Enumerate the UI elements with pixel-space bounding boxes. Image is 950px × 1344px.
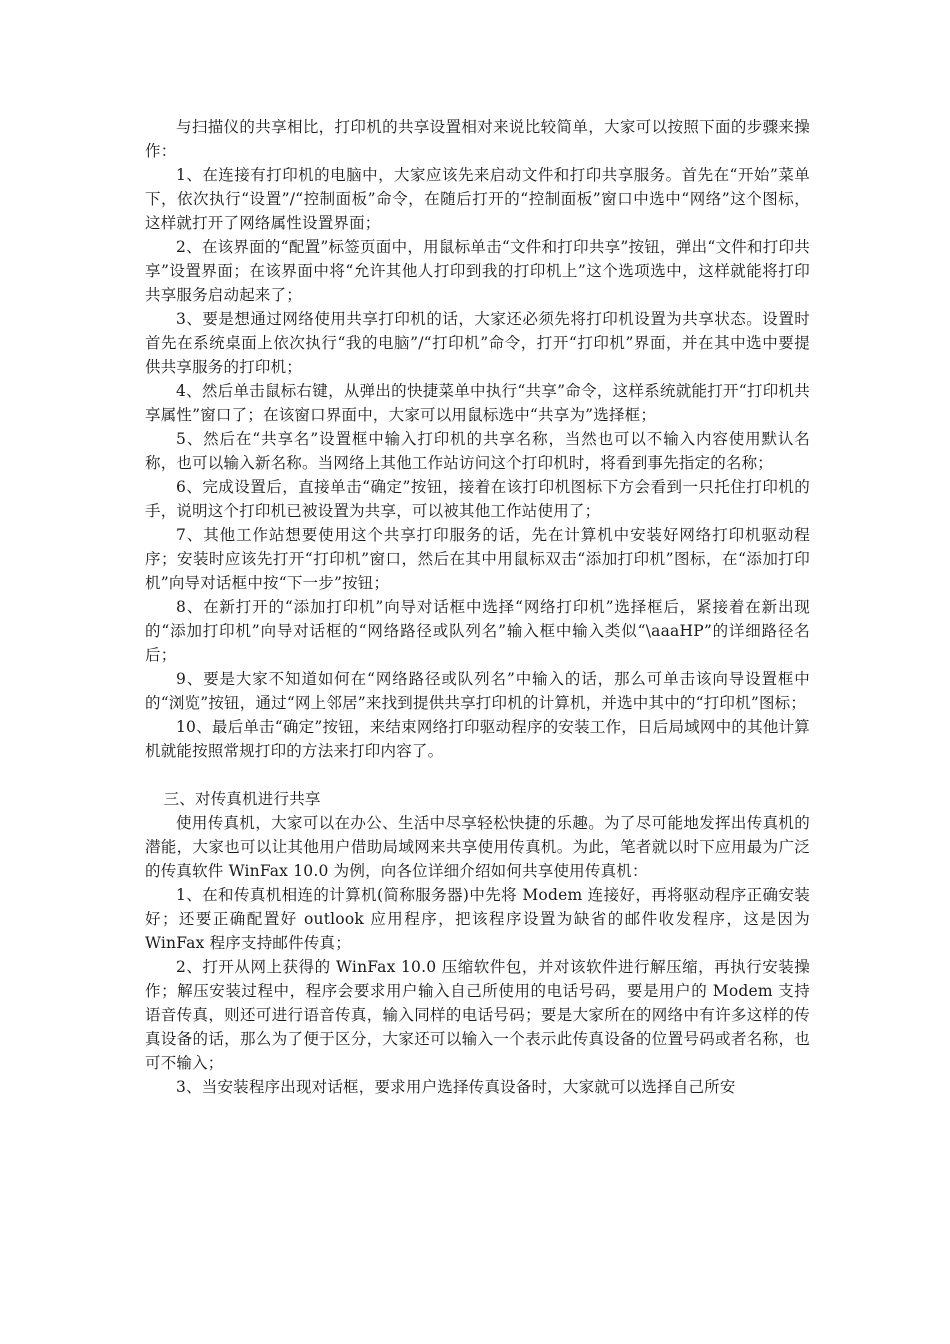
printer-step-1: 1、在连接有打印机的电脑中，大家应该先来启动文件和打印共享服务。首先在“开始”菜单下，依次执行“设置”/“控制面板”命令，在随后打开的“控制面板”窗口中选中“网络”这个图标，这样就打开了网络属性设置界面； [145, 166, 810, 232]
printer-step-7: 7、其他工作站想要使用这个共享打印服务的话，先在计算机中安装好网络打印机驱动程序；安装时应该先打开“打印机”窗口，然后在其中用鼠标双击“添加打印机”图标，在“添加打印机”向导对话框中按“下一步”按钮； [145, 526, 810, 592]
document-page [145, 115, 810, 1099]
printer-step-8: 8、在新打开的“添加打印机”向导对话框中选择“网络打印机”选择框后，紧接着在新出现的“添加打印机”向导对话框的“网络路径或队列名”输入框中输入类似“\aaaHP”的详细路径名后； [145, 598, 810, 664]
printer-step-3: 3、要是想通过网络使用共享打印机的话，大家还必须先将打印机设置为共享状态。设置时首先在系统桌面上依次执行“我的电脑”/“打印机”命令，打开“打印机”界面，并在其中选中要提供共享服务的打印机； [145, 310, 810, 376]
fax-step-2: 2、打开从网上获得的 WinFax 10.0 压缩软件包，并对该软件进行解压缩，再执行安装操作；解压安装过程中，程序会要求用户输入自己所使用的电话号码，要是用户的 Modem 支持语音传真，则还可进行语音传真，输入同样的电话号码；要是大家所在的网络中有许多这样的传真设备的话，那么为了便于区分，大家还可以输入一个表示此传真设备的位置号码或者名称，也可不输入； [145, 958, 810, 1072]
printer-step-4: 4、然后单击鼠标右键，从弹出的快捷菜单中执行“共享”命令，这样系统就能打开“打印机共享属性”窗口了；在该窗口界面中，大家可以用鼠标选中“共享为”选择框； [145, 382, 810, 424]
fax-intro-paragraph: 使用传真机，大家可以在办公、生活中尽享轻松快捷的乐趣。为了尽可能地发挥出传真机的潜能，大家也可以让其他用户借助局域网来共享使用传真机。为此，笔者就以时下应用最为广泛的传真软件 WinFax 10.0 为例，向各位详细介绍如何共享使用传真机： [145, 814, 810, 880]
section-spacer [145, 763, 810, 787]
printer-step-6: 6、完成设置后，直接单击“确定”按钮，接着在该打印机图标下方会看到一只托住打印机的手，说明这个打印机已被设置为共享，可以被其他工作站使用了； [145, 478, 810, 520]
printer-step-9: 9、要是大家不知道如何在“网络路径或队列名”中输入的话，那么可单击该向导设置框中的“浏览”按钮，通过“网上邻居”来找到提供共享打印机的计算机，并选中其中的“打印机”图标； [145, 670, 810, 712]
fax-step-3: 3、当安装程序出现对话框，要求用户选择传真设备时，大家就可以选择自己所安 [176, 1078, 736, 1096]
printer-step-2: 2、在该界面的“配置”标签页面中，用鼠标单击“文件和打印共享”按钮，弹出“文件和打印共享”设置界面；在该界面中将“允许其他人打印到我的打印机上”这个选项选中，这样就能将打印共享服务启动起来了； [145, 238, 810, 304]
intro-paragraph: 与扫描仪的共享相比，打印机的共享设置相对来说比较简单，大家可以按照下面的步骤来操作： [145, 118, 810, 160]
printer-step-5: 5、然后在“共享名”设置框中输入打印机的共享名称，当然也可以不输入内容使用默认名称，也可以输入新名称。当网络上其他工作站访问这个打印机时，将看到事先指定的名称； [145, 430, 810, 472]
section-heading: 三、对传真机进行共享 [163, 790, 321, 808]
fax-step-1: 1、在和传真机相连的计算机(简称服务器)中先将 Modem 连接好，再将驱动程序正确安装好；还要正确配置好 outlook 应用程序，把该程序设置为缺省的邮件收发程序，这是因为 WinFax 程序支持邮件传真； [145, 886, 810, 952]
printer-step-10: 10、最后单击“确定”按钮，来结束网络打印驱动程序的安装工作，日后局域网中的其他计算机就能按照常规打印的方法来打印内容了。 [145, 718, 810, 760]
